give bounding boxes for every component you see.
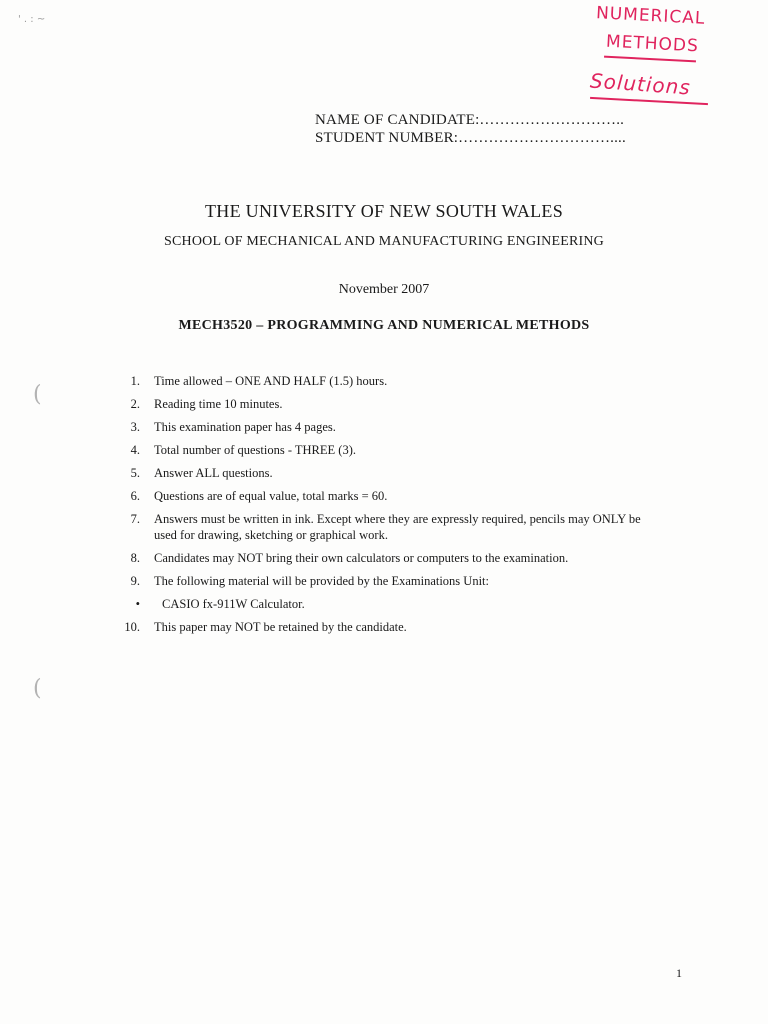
instruction-item	[100, 547, 660, 570]
instruction-text: Answers must be written in ink. Except where they are expressly required, pencils may ONLY be used for drawing, sketching or graphical work.	[154, 512, 641, 542]
instruction-number: 2.	[130, 397, 140, 411]
instruction-number: 8.	[130, 551, 140, 565]
instruction-item	[100, 616, 660, 639]
scan-speck: ' . : ~	[18, 14, 46, 25]
instruction-text: Total number of questions - THREE (3).	[154, 443, 356, 457]
instruction-text: This paper may NOT be retained by the candidate.	[154, 620, 407, 634]
instruction-text: Time allowed – ONE AND HALF (1.5) hours.	[154, 374, 388, 388]
handwritten-annotation-line-2: METHODS	[605, 31, 700, 57]
instruction-number: 7.	[130, 512, 140, 526]
instruction-text: This examination paper has 4 pages.	[154, 420, 336, 434]
scan-mark: (	[33, 382, 42, 407]
instructions-list	[100, 370, 660, 639]
instruction-item	[100, 462, 660, 485]
instruction-text: Reading time 10 minutes.	[154, 397, 283, 411]
instruction-item	[100, 570, 660, 593]
instruction-number: 9.	[130, 574, 140, 588]
provided-material-text: CASIO fx-911W Calculator.	[162, 597, 305, 611]
bullet-icon: •	[135, 597, 140, 611]
instruction-item	[100, 370, 660, 393]
instruction-text: Candidates may NOT bring their own calculators or computers to the examination.	[154, 551, 569, 565]
instruction-number: 10.	[124, 620, 140, 634]
student-number-line: STUDENT NUMBER:…………………………....	[315, 130, 626, 146]
candidate-name-line: NAME OF CANDIDATE:………………………..	[315, 112, 625, 128]
school-name: SCHOOL OF MECHANICAL AND MANUFACTURING ENGINEERING	[164, 234, 604, 249]
instruction-item	[100, 439, 660, 462]
instruction-text: Questions are of equal value, total marks = 60.	[154, 489, 388, 503]
instruction-number: 3.	[130, 420, 140, 434]
instruction-item	[100, 393, 660, 416]
page-number: 1	[676, 966, 682, 980]
instruction-number: 5.	[130, 466, 140, 480]
handwritten-annotation-line-1: NUMERICAL	[595, 3, 706, 29]
instruction-item	[100, 416, 660, 439]
instruction-item	[100, 485, 660, 508]
handwritten-underline	[604, 56, 696, 63]
scan-mark: (	[33, 676, 42, 701]
university-title: THE UNIVERSITY OF NEW SOUTH WALES	[204, 201, 564, 221]
handwritten-underline	[590, 97, 708, 105]
handwritten-annotation-line-3: Solutions	[589, 68, 692, 100]
instruction-text: Answer ALL questions.	[154, 466, 273, 480]
instruction-item	[100, 508, 660, 547]
instruction-number: 6.	[130, 489, 140, 503]
exam-date: November 2007	[338, 282, 430, 297]
instruction-number: 1.	[130, 374, 140, 388]
provided-material-item	[100, 593, 660, 616]
instruction-number: 4.	[130, 443, 140, 457]
course-title: MECH3520 – PROGRAMMING AND NUMERICAL METHODS	[178, 318, 590, 333]
instruction-text: The following material will be provided by the Examinations Unit:	[154, 574, 489, 588]
